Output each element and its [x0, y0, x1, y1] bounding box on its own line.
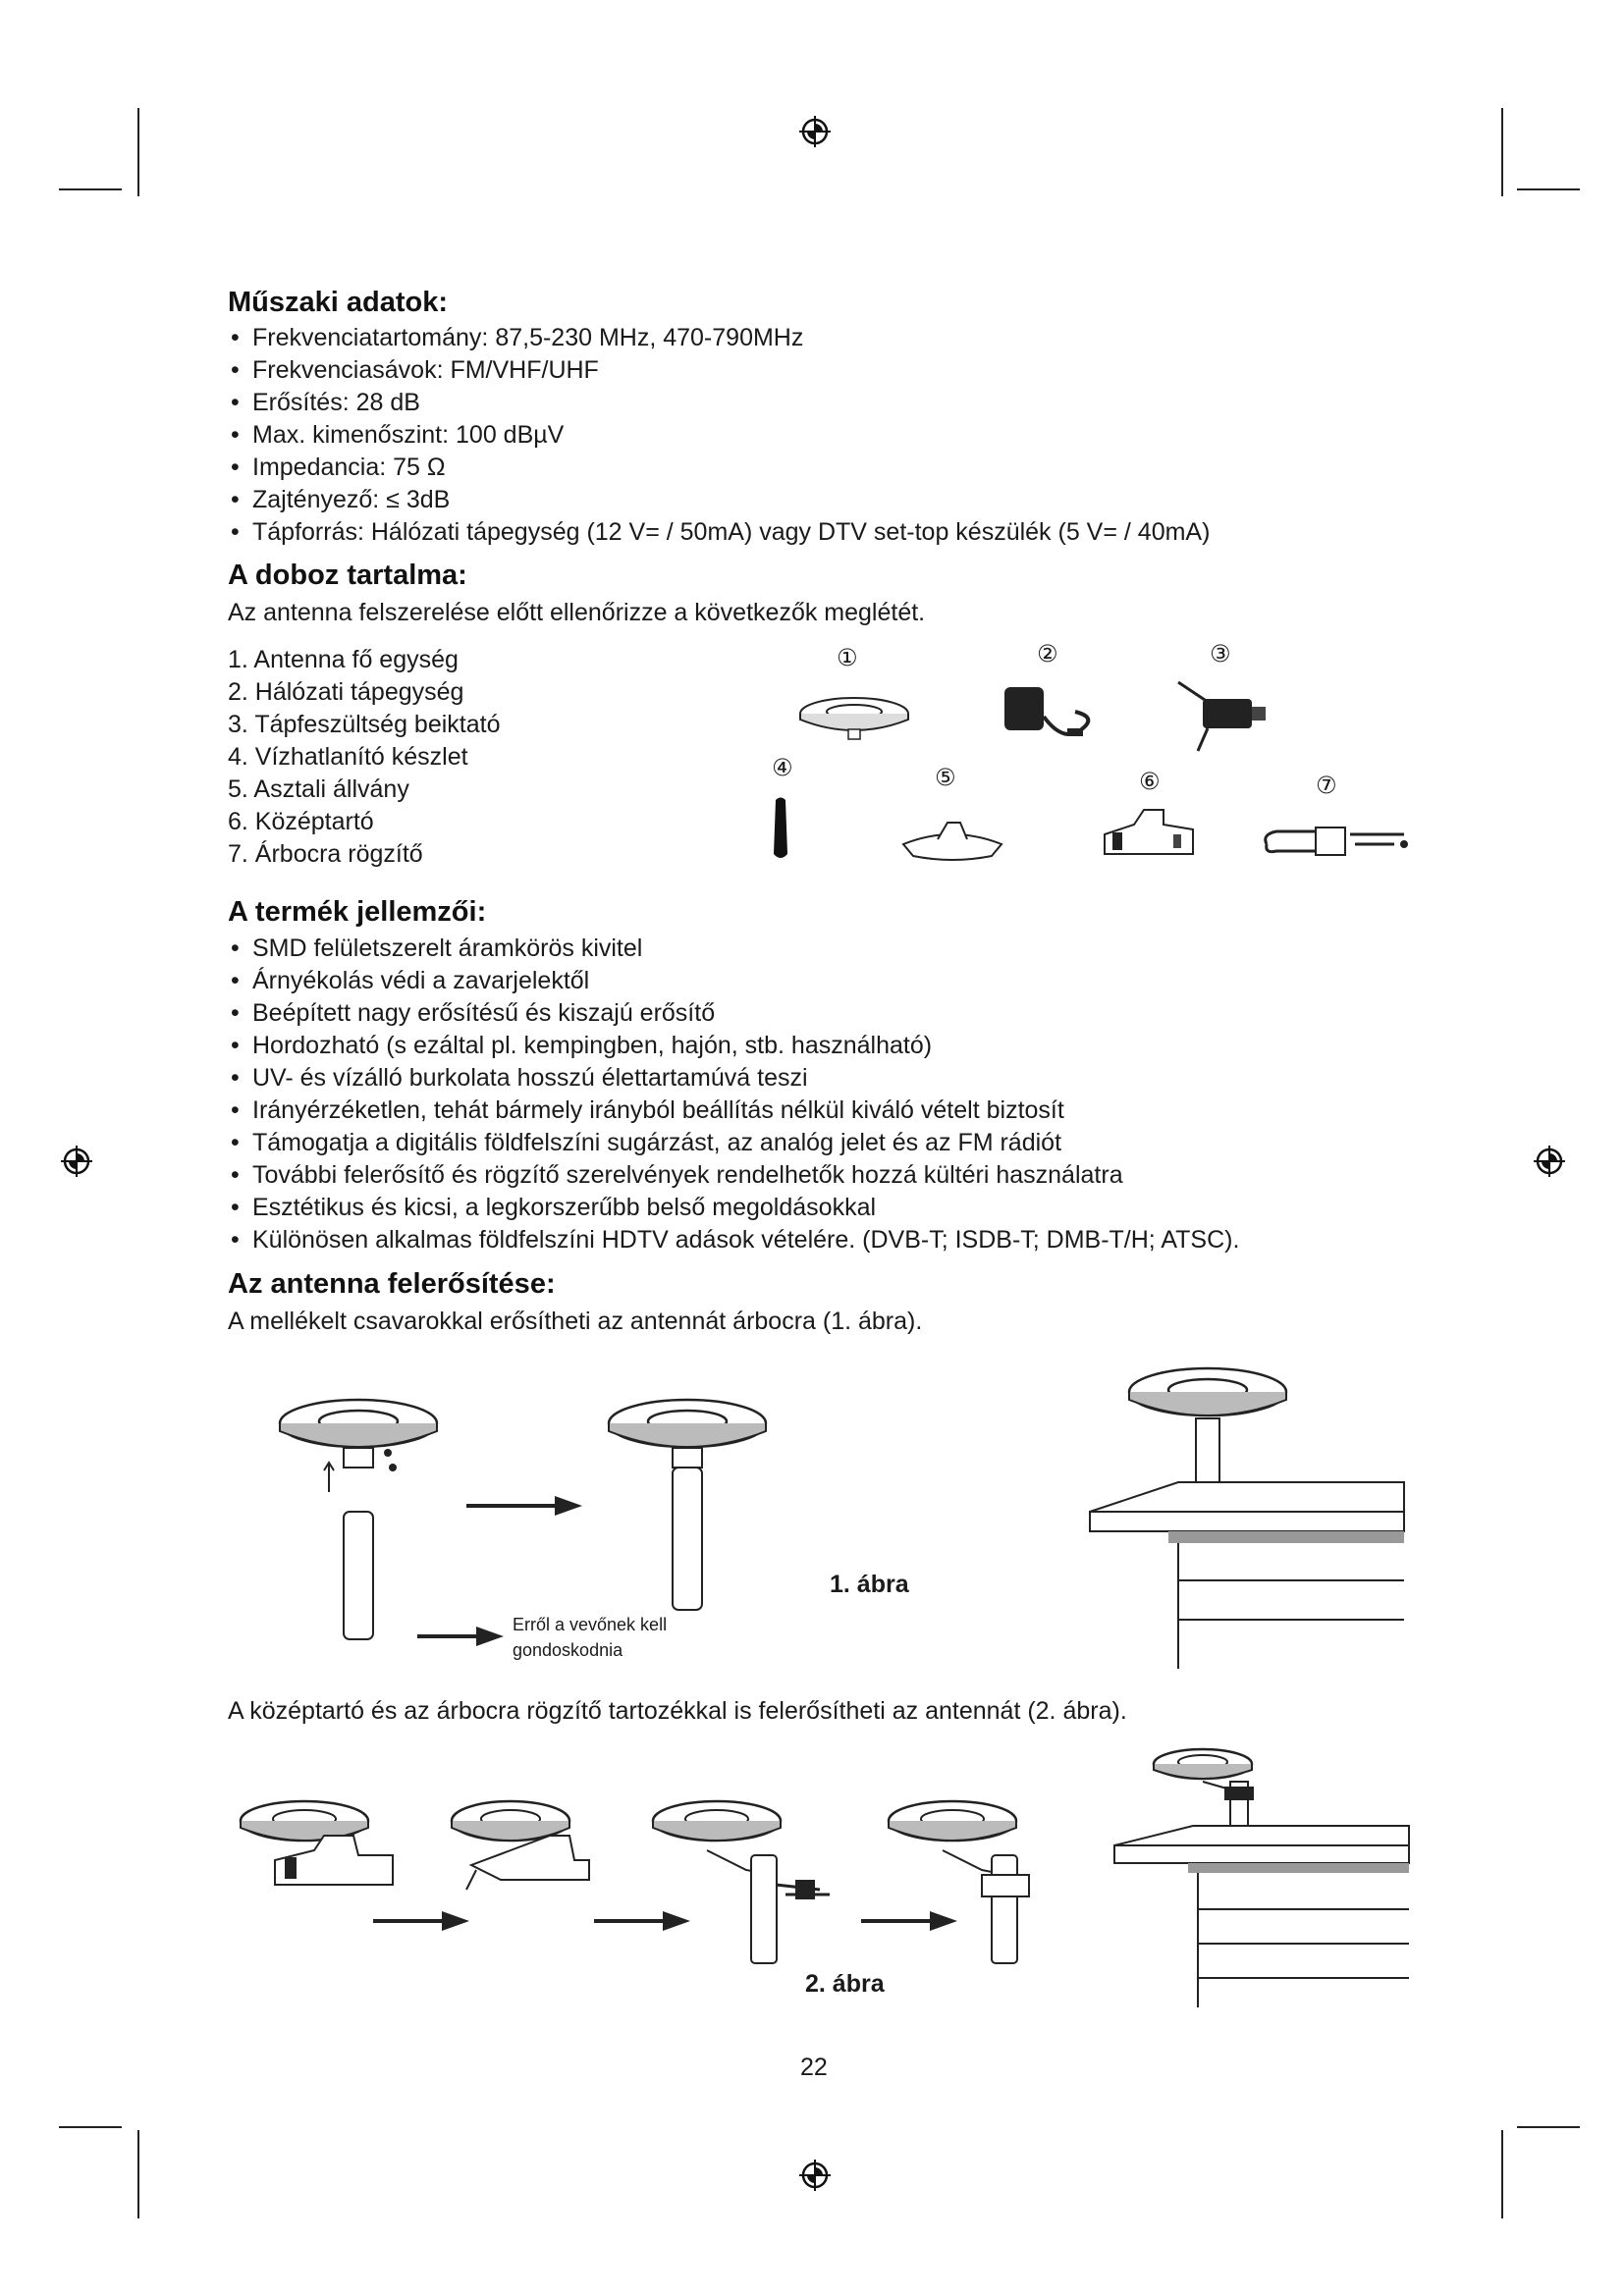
- crosshair-registration-icon: [797, 2158, 833, 2193]
- list-item: • Frekvenciasávok: FM/VHF/UHF: [228, 354, 1210, 387]
- right-arrow-icon: [417, 1625, 506, 1648]
- features-list: [228, 933, 1239, 1256]
- list-item: • Árnyékolás védi a zavarjelektől: [228, 965, 1239, 997]
- list-item: 7. Árbocra rögzítő: [228, 840, 423, 868]
- box-contents-list: [228, 644, 501, 871]
- antenna-with-screws-icon: [275, 1394, 442, 1649]
- list-item: • További felerősítő és rögzítő szerelvények rendelhetők hozzá kültéri használatra: [228, 1159, 1239, 1192]
- power-adapter-icon: [997, 677, 1105, 756]
- crop-mark: [1501, 2130, 1503, 2218]
- crop-mark: [1501, 108, 1503, 196]
- crop-mark: [1517, 188, 1580, 190]
- list-item: • Max. kimenőszint: 100 dBµV: [228, 419, 1210, 452]
- power-inserter-icon: [1168, 677, 1286, 756]
- list-item: • Különösen alkalmas földfelszíni HDTV adások vételére. (DVB-T; ISDB-T; DMB-T/H; ATSC).: [228, 1224, 1239, 1256]
- list-item: • Irányérzéketlen, tehát bármely irányból beállítás nélkül kiváló vételt biztosít: [228, 1095, 1239, 1127]
- list-item: • UV- és vízálló burkolata hosszú élettartamúvá teszi: [228, 1062, 1239, 1095]
- mounting-heading: Az antenna felerősítése:: [228, 1268, 556, 1300]
- middle-holder-icon: [1095, 805, 1203, 864]
- figure-2-label: 2. ábra: [805, 1970, 885, 1998]
- right-arrow-icon: [466, 1494, 584, 1518]
- figure-2: [231, 1742, 1409, 2017]
- callout-6: ⑥: [1139, 769, 1161, 795]
- antenna-unit-icon: [795, 692, 913, 751]
- crop-mark: [59, 2126, 122, 2128]
- antenna-with-clamp-icon: [648, 1796, 844, 1963]
- list-item: • Támogatja a digitális földfelszíni sugárzást, az analóg jelet és az FM rádiót: [228, 1127, 1239, 1159]
- list-item: 5. Asztali állvány: [228, 775, 409, 803]
- specs-heading: Műszaki adatok:: [228, 287, 448, 318]
- crosshair-registration-icon: [797, 114, 833, 149]
- list-item: • Beépített nagy erősítésű és kiszajú erősítő: [228, 997, 1239, 1030]
- callout-2: ②: [1037, 641, 1058, 667]
- antenna-with-holder-icon: [236, 1796, 403, 1895]
- list-item: • Hordozható (s ezáltal pl. kempingben, hajón, stb. használható): [228, 1030, 1239, 1062]
- crop-mark: [137, 2130, 139, 2218]
- list-item: • Tápforrás: Hálózati tápegység (12 V= / 50mA) vagy DTV set-top készülék (5 V= / 40mA): [228, 516, 1210, 549]
- right-arrow-icon: [594, 1909, 692, 1933]
- mounting-intro-1: A mellékelt csavarokkal erősítheti az antennát árbocra (1. ábra).: [228, 1308, 923, 1335]
- note-line-1: Erről a vevőnek kell: [513, 1615, 668, 1634]
- note-line-2: gondoskodnia: [513, 1640, 623, 1660]
- antenna-on-mast-icon: [604, 1394, 771, 1620]
- mast-clamp-icon: [1257, 820, 1414, 859]
- list-item: • Esztétikus és kicsi, a legkorszerűbb belső megoldásokkal: [228, 1192, 1239, 1224]
- crop-mark: [59, 188, 122, 190]
- box-heading: A doboz tartalma:: [228, 560, 467, 591]
- right-arrow-icon: [861, 1909, 959, 1933]
- mounting-intro-2: A középtartó és az árbocra rögzítő tartozékkal is felerősítheti az antennát (2. ábra).: [228, 1697, 1127, 1725]
- list-item: 3. Tápfeszültség beiktató: [228, 711, 501, 738]
- crosshair-registration-icon: [59, 1144, 94, 1179]
- list-item: • SMD felületszerelt áramkörös kivitel: [228, 933, 1239, 965]
- box-intro: Az antenna felszerelése előtt ellenőrizze a következők meglétét.: [228, 599, 926, 626]
- features-heading: A termék jellemzői:: [228, 896, 487, 928]
- list-item: 1. Antenna fő egység: [228, 646, 459, 673]
- list-item: 2. Hálózati tápegység: [228, 678, 464, 706]
- figure-1-label: 1. ábra: [830, 1571, 909, 1598]
- desk-stand-icon: [893, 815, 1011, 864]
- list-item: • Impedancia: 75 Ω: [228, 452, 1210, 484]
- callout-7: ⑦: [1316, 773, 1337, 799]
- crop-mark: [1517, 2126, 1580, 2128]
- callout-1: ①: [837, 645, 858, 671]
- callout-4: ④: [772, 755, 793, 781]
- callout-5: ⑤: [935, 765, 956, 791]
- roof-mount-with-holder-icon: [1114, 1742, 1409, 2017]
- antenna-mounted-on-mast-icon: [884, 1796, 1060, 1963]
- right-arrow-icon: [373, 1909, 471, 1933]
- waterproof-kit-icon: [766, 795, 795, 864]
- antenna-with-holder-icon: [442, 1796, 609, 1895]
- list-item: • Erősítés: 28 dB: [228, 387, 1210, 419]
- callout-3: ③: [1210, 641, 1231, 667]
- list-item: 6. Középtartó: [228, 808, 374, 835]
- figure-1: [255, 1364, 1404, 1679]
- page-number: 22: [800, 2054, 828, 2081]
- crosshair-registration-icon: [1532, 1144, 1567, 1179]
- list-item: • Zajtényező: ≤ 3dB: [228, 484, 1210, 516]
- specs-list: [228, 322, 1210, 549]
- box-contents-illustration: [746, 638, 1414, 883]
- roof-mount-icon: [1080, 1364, 1404, 1679]
- list-item: • Frekvenciatartomány: 87,5-230 MHz, 470-790MHz: [228, 322, 1210, 354]
- crop-mark: [137, 108, 139, 196]
- list-item: 4. Vízhatlanító készlet: [228, 743, 468, 771]
